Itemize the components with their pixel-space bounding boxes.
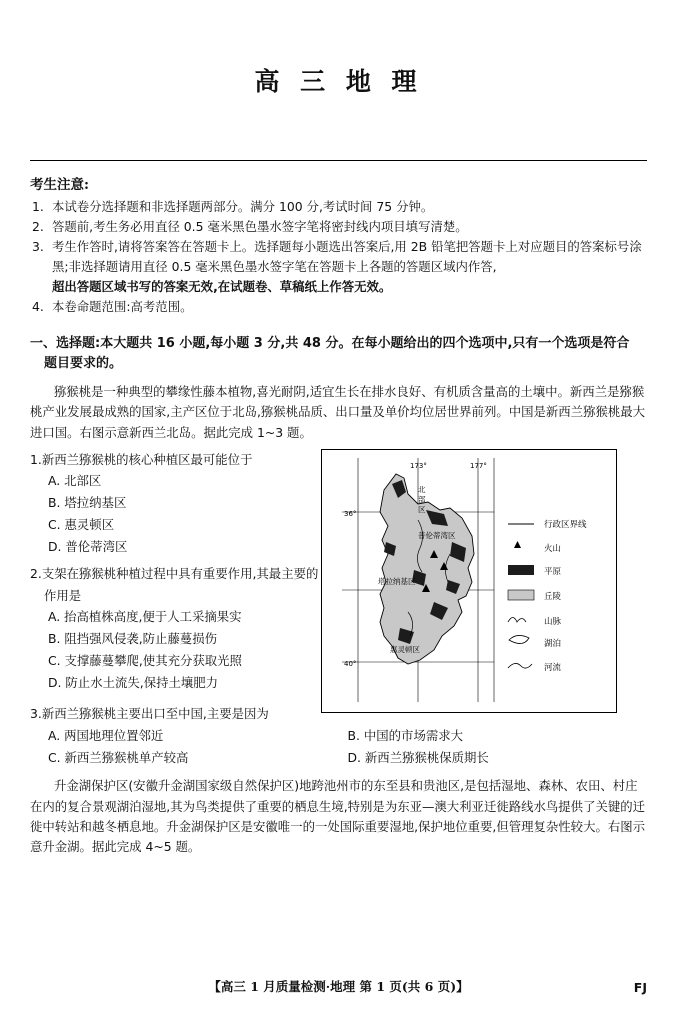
question-2: 2.支架在猕猴桃种植过程中具有重要作用,其最主要的 作用是 A. 抬高植株高度,便于人工采摘果实 B. 阻挡强风侵袭,防止藤蔓损伤 C. 支撑藤蔓攀爬,使其充分获取光照 D. 防止水土流失,保持土壤肥力 xyxy=(30,563,366,693)
map-legend xyxy=(508,519,587,673)
svg-text:山脉: 山脉 xyxy=(544,616,562,627)
question-3: 3.新西兰猕猴桃主要出口至中国,主要是因为 A. 两国地理位置邻近 B. 中国的市场需求大 C. 新西兰猕猴桃单产较高 D. 新西兰猕猴桃保质期长 xyxy=(30,703,647,768)
passage-2: 升金湖保护区(安徽升金湖国家级自然保护区)地跨池州市的东至县和贵池区,是包括湿地、森林、农田、村庄在内的复合景观湖泊湿地,其为鸟类提供了重要的栖息生境,特别是为东亚—澳大利亚迁徙路线水鸟提供了关键的迁徙中转站和越冬栖息地。升金湖保护区是安徽唯一的一处国际重要湿地,保护地位重要,但管理复杂性较大。右图示意升金湖。据此完成 4~5 题。 xyxy=(30,778,646,855)
svg-text:火山: 火山 xyxy=(544,543,562,554)
map-svg xyxy=(322,450,614,710)
option[interactable]: C. 支撑藤蔓攀爬,使其充分获取光照 xyxy=(48,652,242,668)
divider xyxy=(30,160,647,161)
svg-text:36°: 36° xyxy=(344,509,357,518)
option[interactable]: D. 新西兰猕猴桃保质期长 xyxy=(347,749,489,765)
notice-heading: 考生注意: xyxy=(30,177,89,193)
notice-item: 3. 考生作答时,请将答案答在答题卡上。选择题每小题选出答案后,用 2B 铅笔把答题卡上对应题目的答案标号涂黑;非选择题请用直径 0.5 毫米黑色墨水签字笔在答题卡上各题的答题区域内作答, xyxy=(32,239,642,275)
footer-code: FJ xyxy=(633,980,647,995)
notice-item: 2. 答题前,考生务必用直径 0.5 毫米黑色墨水签字笔将密封线内项目填写清楚。 xyxy=(32,219,468,235)
svg-text:区: 区 xyxy=(418,504,426,514)
option[interactable]: D. 普伦蒂湾区 xyxy=(48,538,128,554)
svg-text:行政区界线: 行政区界线 xyxy=(544,519,587,530)
passage-1: 猕猴桃是一种典型的攀缘性藤本植物,喜光耐阴,适宜生长在排水良好、有机质含量高的土壤中。新西兰是猕猴桃产业发展最成熟的国家,主产区位于北岛,猕猴桃品质、出口量及单价均位居世界前列。中国是新西兰猕猴桃最大进口国。右图示意新西兰北岛。据此完成 1~3 题。 xyxy=(30,384,646,440)
option[interactable]: C. 惠灵顿区 xyxy=(48,516,115,532)
notice-list xyxy=(30,197,647,318)
options-3-row2 xyxy=(30,747,647,769)
figure-new-zealand-north-island xyxy=(321,449,617,713)
options-2 xyxy=(30,606,366,693)
svg-text:177°: 177° xyxy=(470,461,487,470)
footer-text: 【高三 1 月质量检测·地理 第 1 页(共 6 页)】 xyxy=(208,979,469,994)
option[interactable]: C. 新西兰猕猴桃单产较高 xyxy=(48,749,189,765)
option[interactable]: D. 防止水土流失,保持土壤肥力 xyxy=(48,674,219,690)
map-label-bay-of-plenty: 普伦蒂湾区 xyxy=(418,530,456,540)
page-title: 高 三 地 理 xyxy=(254,67,423,96)
option[interactable]: B. 阻挡强风侵袭,防止藤蔓损伤 xyxy=(48,630,218,646)
notice-item: 1. 本试卷分选择题和非选择题两部分。满分 100 分,考试时间 75 分钟。 xyxy=(32,199,434,214)
exam-page xyxy=(0,62,677,1011)
notice-item-warning: 超出答题区域书写的答案无效,在试题卷、草稿纸上作答无效。 xyxy=(52,279,392,295)
svg-text:湖泊: 湖泊 xyxy=(544,638,562,649)
svg-text:河流: 河流 xyxy=(544,662,562,673)
svg-text:部: 部 xyxy=(418,494,426,504)
notice-item: 4. 本卷命题范围:高考范围。 xyxy=(32,299,193,315)
questions-block-1 xyxy=(30,449,647,769)
option[interactable]: A. 抬高植株高度,便于人工采摘果实 xyxy=(48,609,242,625)
map-label-wellington: 惠灵顿区 xyxy=(390,644,420,654)
question-1: 1.新西兰猕猴桃的核心种植区最可能位于 A. 北部区 B. 塔拉纳基区 C. 惠灵顿区 D. 普伦蒂湾区 xyxy=(30,449,366,558)
option[interactable]: B. 塔拉纳基区 xyxy=(48,494,127,510)
svg-text:丘陵: 丘陵 xyxy=(544,591,562,602)
question-column xyxy=(30,449,366,694)
option[interactable]: A. 两国地理位置邻近 xyxy=(48,727,164,743)
island-outline xyxy=(380,474,474,664)
svg-text:平原: 平原 xyxy=(544,566,562,577)
svg-text:40°: 40° xyxy=(344,659,357,668)
section-heading: 一、选择题:本大题共 16 小题,每小题 3 分,共 48 分。在每小题给出的四个选项中,只有一个选项是符合 题目要求的。 xyxy=(30,335,630,372)
options-1 xyxy=(30,470,366,557)
option[interactable]: B. 中国的市场需求大 xyxy=(347,727,464,743)
map-label-taranaki: 塔拉纳基区 xyxy=(378,576,416,586)
page-footer xyxy=(0,977,677,995)
map-label-north: 北 xyxy=(418,484,426,494)
svg-text:173°: 173° xyxy=(410,461,427,470)
option[interactable]: A. 北部区 xyxy=(48,473,102,489)
options-3-row1 xyxy=(30,725,647,747)
